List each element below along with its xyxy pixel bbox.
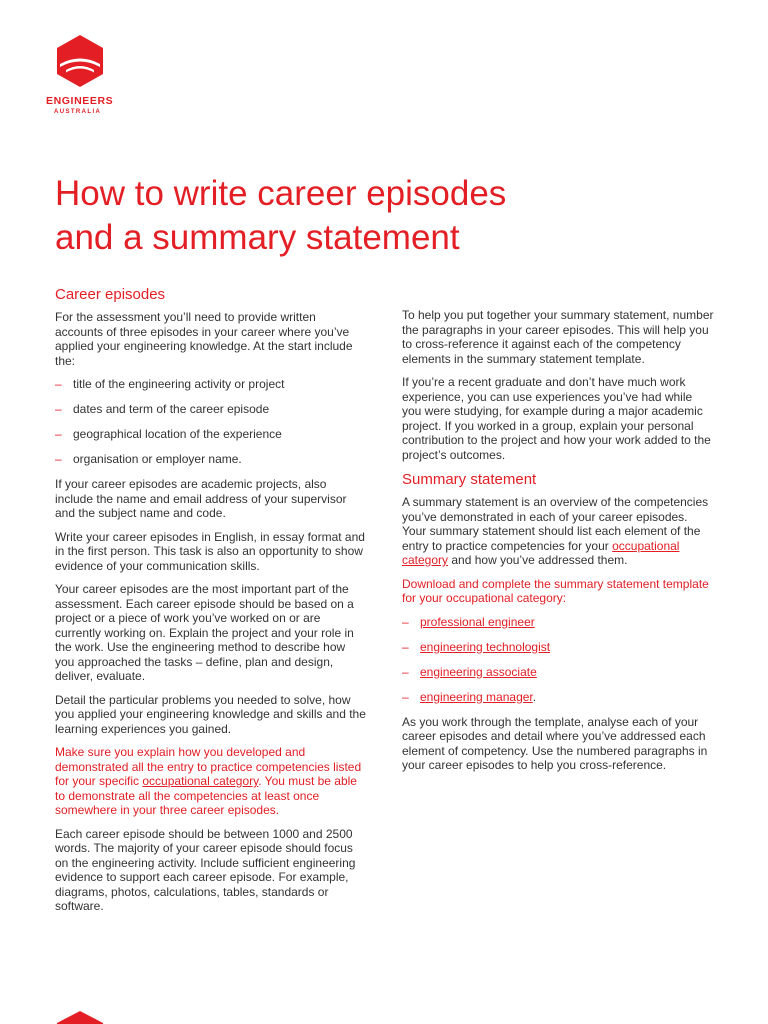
left-column: [55, 286, 367, 923]
word-count-paragraph: Each career episode should be between 1000 and 2500 words. The majority of your career episode should focus on the engineering activity. Include sufficient engineering evidence to support each career episode. For example, diagrams, photos, calculations, tables, standards or software.: [55, 826, 356, 913]
list-item: [402, 640, 714, 655]
episode-details-list: [55, 377, 367, 467]
detail-paragraph: Detail the particular problems you needed to solve, how you applied your engineering knowledge and skills and the learning experiences you gained.: [55, 692, 366, 736]
page-title-line-1: How to write career episodes: [55, 174, 507, 213]
right-column: [402, 286, 714, 782]
occupational-category-link[interactable]: occupational category: [402, 538, 680, 567]
summary-statement-heading: Summary statement: [402, 471, 537, 488]
professional-engineer-link[interactable]: professional engineer: [420, 614, 535, 629]
dash-icon: –: [402, 639, 409, 654]
logo-subtitle: AUSTRALIA: [54, 108, 102, 115]
list-item: – geographical location of the experience: [55, 427, 282, 441]
closing-paragraph: As you work through the template, analyse each of your career episodes and detail where you’ve addressed each element of competency. Use the numbered paragraphs in your career episodes to help you cross-reference.: [402, 714, 708, 772]
engineering-manager-link[interactable]: engineering manager: [420, 689, 533, 704]
page-title: [55, 172, 695, 260]
career-episodes-heading: Career episodes: [55, 286, 166, 303]
dash-icon: –: [55, 377, 62, 391]
engineering-associate-link[interactable]: engineering associate: [420, 664, 537, 679]
list-item: – dates and term of the career episode: [55, 402, 270, 416]
intro-paragraph: For the assessment you’ll need to provide written accounts of three episodes in your career where you’ve applied your engineering knowledge. At the start include the:: [55, 310, 353, 368]
numbering-paragraph: To help you put together your summary statement, number the paragraphs in your career episodes. This will help you to cross-reference it against each of the competency elements in the summary statement template.: [402, 308, 714, 366]
list-item: [402, 615, 714, 630]
template-links-list: [402, 615, 714, 705]
dash-icon: –: [402, 689, 409, 704]
list-item: – title of the engineering activity or project: [55, 377, 285, 391]
engineers-australia-logo: [46, 34, 114, 115]
page-title-line-2: and a summary statement: [55, 218, 460, 257]
list-item: [402, 665, 714, 680]
list-item: – organisation or employer name.: [55, 452, 242, 466]
dash-icon: –: [402, 614, 409, 629]
dash-icon: –: [55, 427, 62, 441]
list-item: – engineering manager.: [402, 689, 537, 704]
dash-icon: –: [55, 402, 62, 416]
engineering-technologist-link[interactable]: engineering technologist: [420, 639, 551, 654]
competencies-notice: Make sure you explain how you developed and demonstrated all the entry to practice competencies listed for your specific occupational category. You must be able to demonstrate all the competencies at least once somewhere in your three career episodes.: [55, 745, 362, 817]
dash-icon: –: [402, 664, 409, 679]
summary-overview-paragraph: A summary statement is an overview of the competencies you’ve demonstrated in each of your career episodes. Your summary statement should list each element of the entry to practice competencies for your occupational category and how you’ve addressed them.: [402, 495, 709, 567]
importance-paragraph: Your career episodes are the most important part of the assessment. Each career episode should be based on a project or a piece of work you’ve worked on or are currently working on. Explain the project and your role in the work. Use the engineering method to describe how you approached the tasks – define, plan and design, deliver, evaluate.: [55, 582, 354, 683]
hexagon-corner-icon: [55, 1010, 105, 1024]
graduate-paragraph: If you’re a recent graduate and don’t have much work experience, you can use experiences you’ve had while you were studying, for example during a major academic project. If you worked in a group, explain your personal contribution to the project and how your work added to the project’s outcomes.: [402, 375, 711, 462]
dash-icon: –: [55, 452, 62, 466]
academic-projects-paragraph: If your career episodes are academic projects, also include the name and email address of your supervisor and the subject name and code.: [55, 477, 347, 520]
occupational-category-link[interactable]: occupational category: [142, 774, 259, 788]
hexagon-logo-icon: [55, 34, 105, 88]
english-paragraph: Write your career episodes in English, in essay format and in the first person. This task is also an opportunity to show evidence of your communication skills.: [55, 529, 365, 573]
download-instruction: Download and complete the summary statement template for your occupational category:: [402, 576, 709, 605]
logo-wordmark: ENGINEERS: [46, 95, 114, 107]
